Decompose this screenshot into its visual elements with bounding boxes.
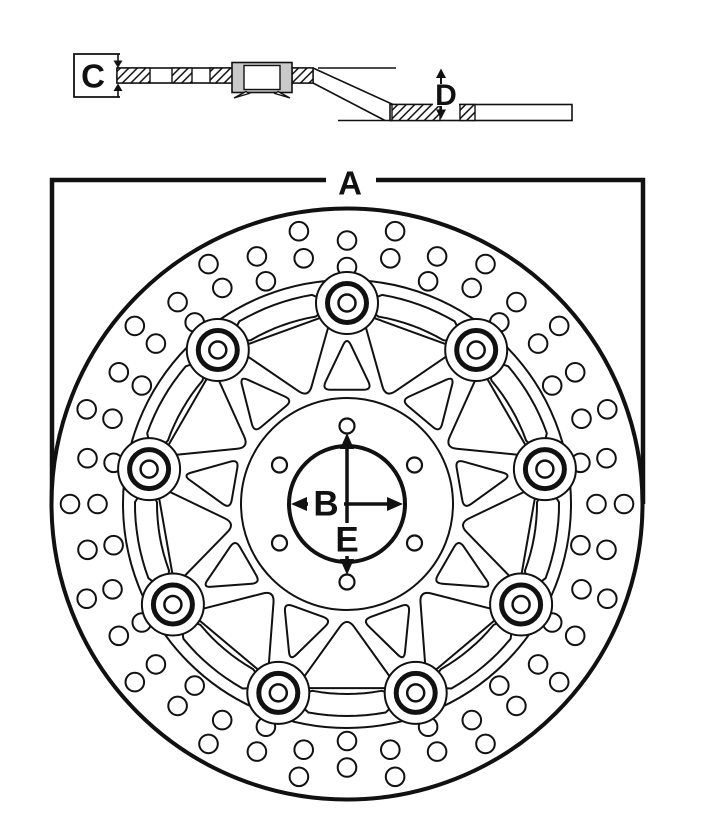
hatch-block	[172, 68, 192, 83]
rivet-button-hole	[270, 684, 287, 701]
hatch-block	[292, 68, 313, 83]
banana-slot	[300, 691, 394, 716]
rivet-button-hole	[141, 461, 158, 478]
rivet-button-hole	[209, 342, 226, 359]
rivet-section-window	[244, 66, 280, 90]
label-offset-d: D	[435, 79, 457, 112]
hatch-block	[460, 105, 475, 121]
rivet-button-hole	[513, 596, 530, 613]
hatch-block	[117, 68, 150, 83]
rivet-button-hole	[536, 461, 553, 478]
rivet-button-hole	[339, 295, 356, 312]
label-bolt-circle-e: E	[335, 520, 359, 560]
label-thickness-c: C	[81, 57, 105, 95]
label-outer-diameter-a: A	[338, 164, 362, 202]
rivet-button-hole	[407, 684, 424, 701]
hatch-block	[392, 105, 440, 121]
label-bore-b: B	[313, 484, 339, 524]
rivet-button-hole	[468, 342, 485, 359]
rivet-button-hole	[164, 596, 181, 613]
disc-front-view	[52, 209, 643, 800]
